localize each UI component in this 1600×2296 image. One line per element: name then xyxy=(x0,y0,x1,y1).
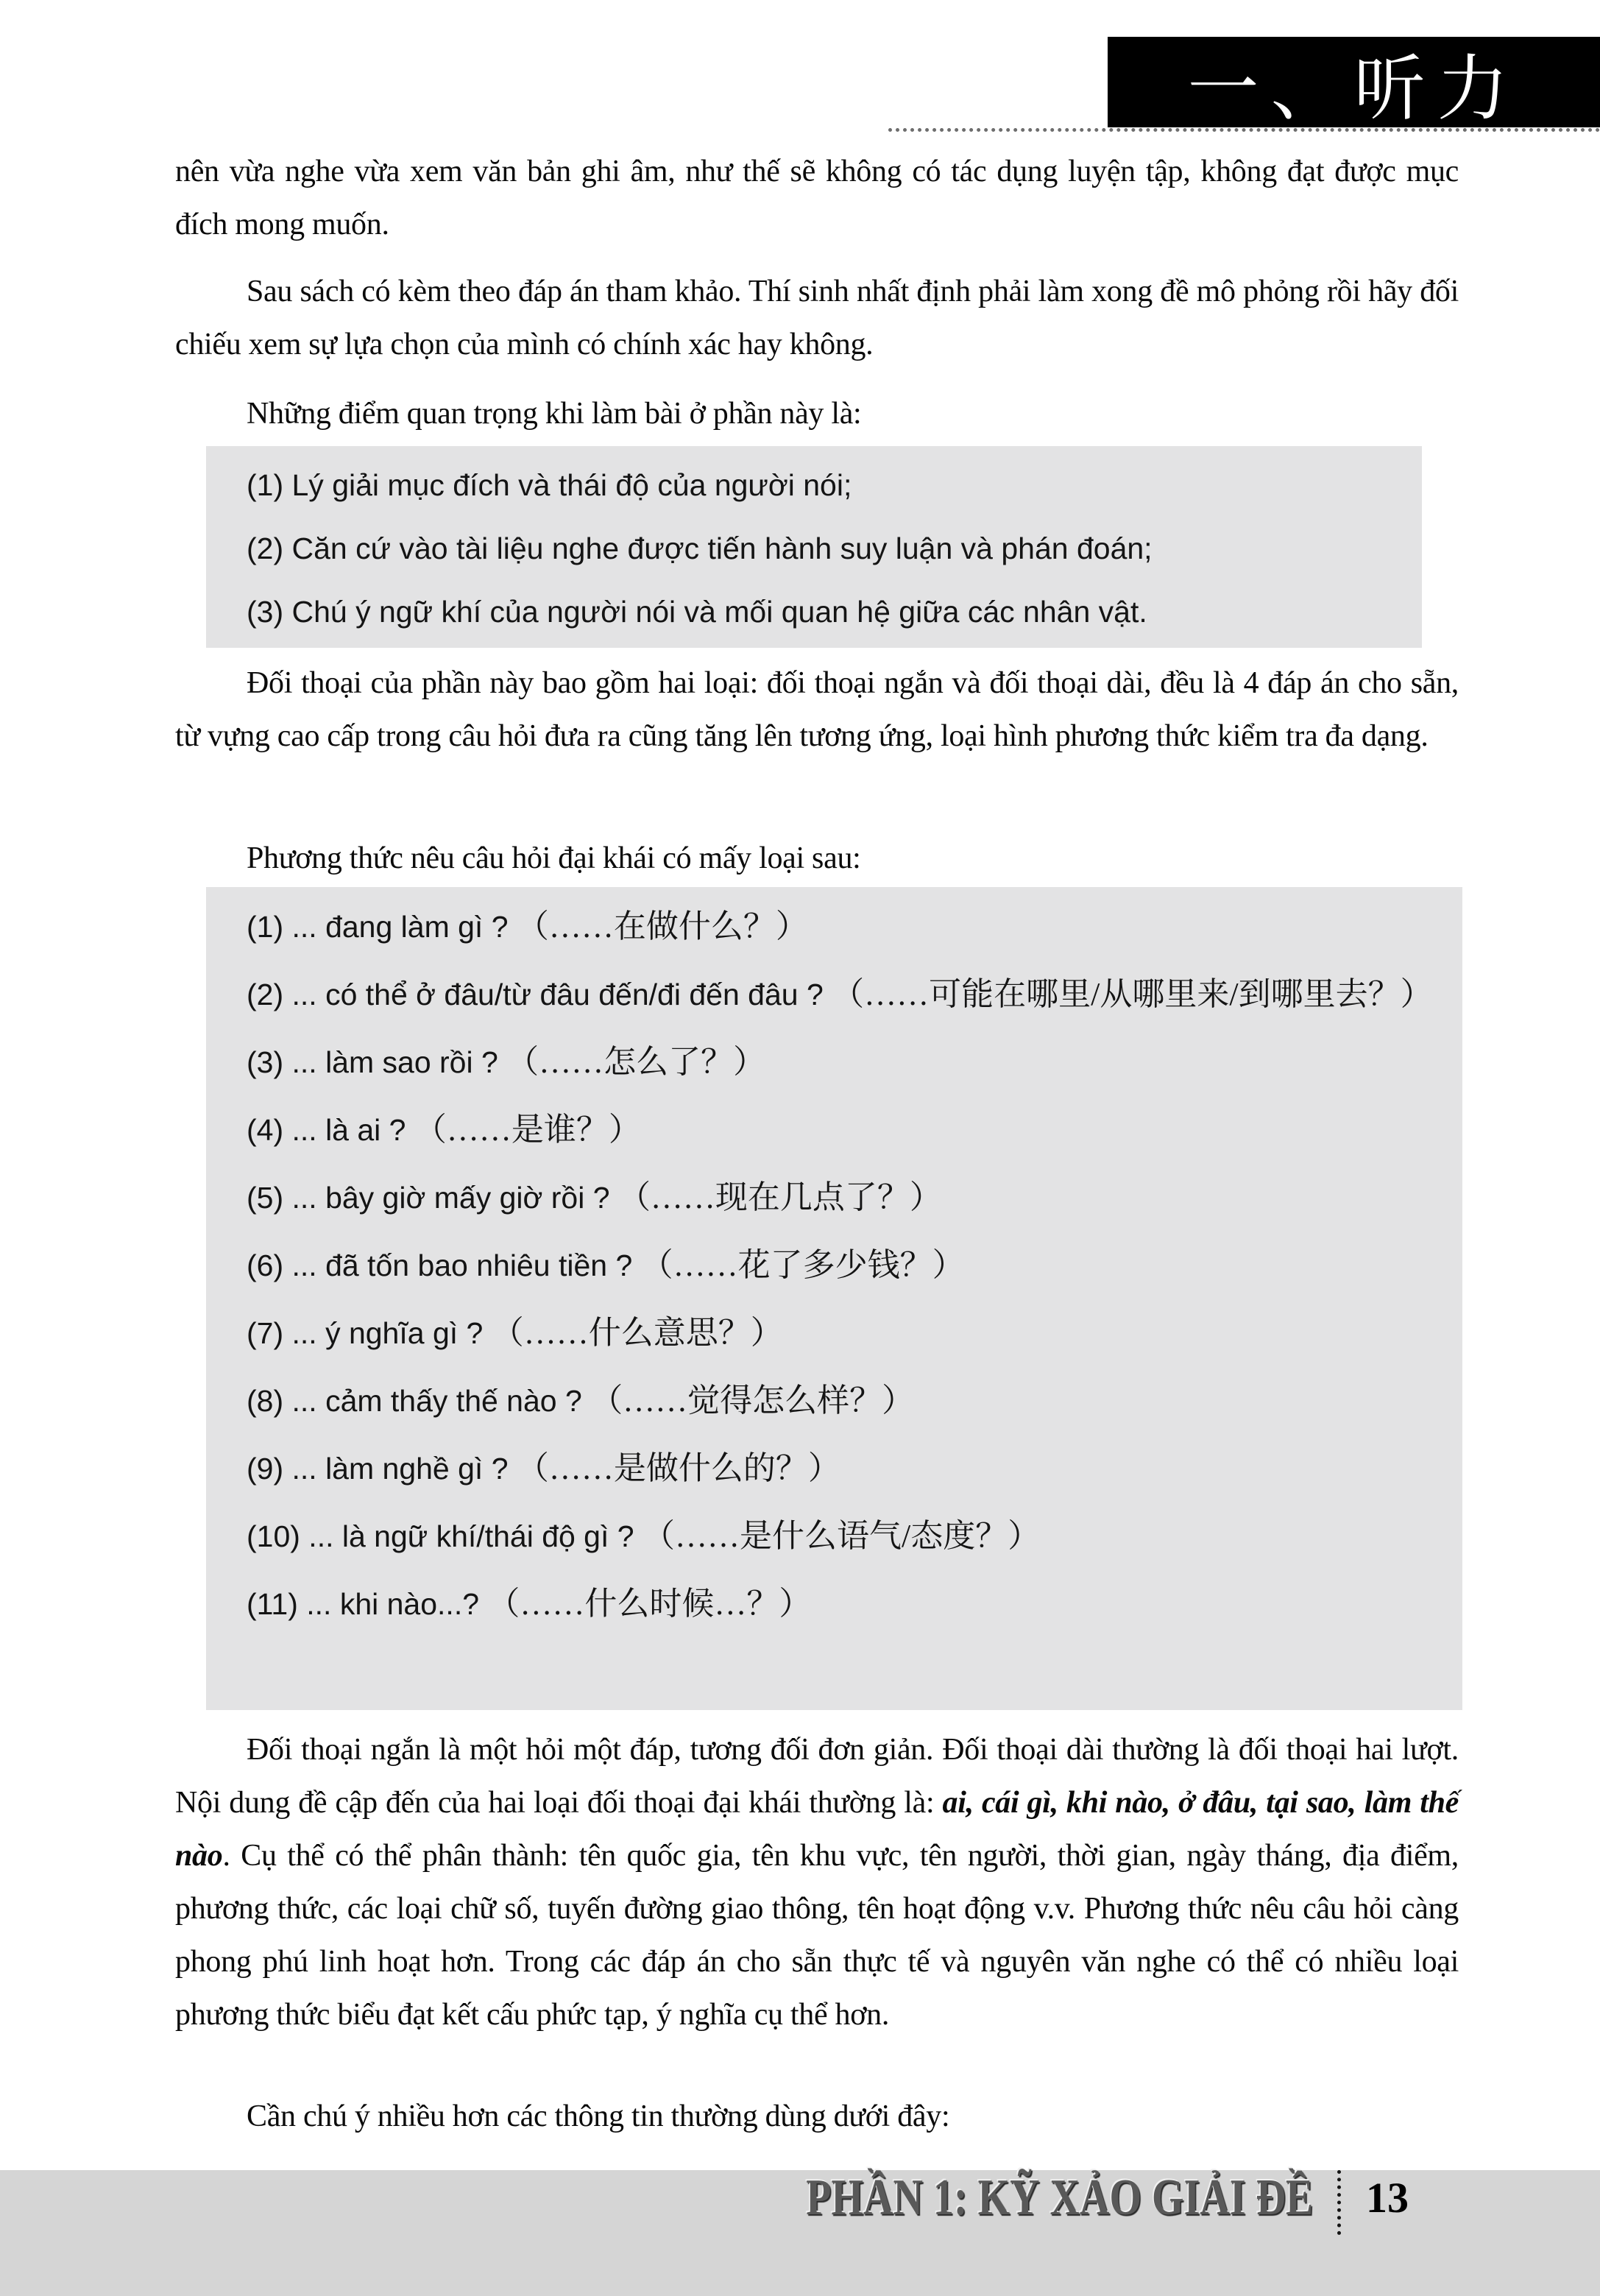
question-chinese: （……花了多少钱？） xyxy=(640,1247,965,1283)
paragraph-common-info-intro: Cần chú ý nhiều hơn các thông tin thường dùng dưới đây: xyxy=(247,2099,950,2133)
question-vietnamese: (11) ... khi nào...? xyxy=(247,1587,488,1621)
question-vietnamese: (7) ... ý nghĩa gì ? xyxy=(247,1316,492,1350)
paragraph-answer-key: Sau sách có kèm theo đáp án tham khảo. Thí sinh nhất định phải làm xong đề mô phỏng rồi hãy đối chiếu xem sự lựa chọn của mình có chính xác hay không. xyxy=(175,275,1459,361)
question-vietnamese: (2) ... có thể ở đâu/từ đâu đến/đi đến đâu ? xyxy=(247,978,832,1011)
paragraph-bold-italic-segment: ai, cái gì, khi nào, ở đâu, tại sao, làm thế nào xyxy=(175,1786,1459,1873)
paragraph-segment: Đối thoại ngắn là một hỏi một đáp, tương đối đơn giản. Đối thoại dài thường là đối thoại hai lượt. Nội dung đề cập đến của hai loại đối thoại đại khái thường là: xyxy=(175,1733,1459,1820)
paragraph-dialogue-types: Đối thoại của phần này bao gồm hai loại: đối thoại ngắn và đối thoại dài, đều là 4 đáp án cho sẵn, từ vựng cao cấp trong câu hỏi đưa ra cũng tăng lên tương ứng, loại hình phương thức kiểm tra đa dạng. xyxy=(175,666,1459,753)
key-point-item: (1) Lý giải mục đích và thái độ của người nói; xyxy=(247,468,852,502)
question-chinese: （……是什么语气/态度？） xyxy=(642,1518,1041,1554)
question-type-item xyxy=(247,893,1451,961)
page-number: 13 xyxy=(1366,2174,1409,2222)
question-type-item xyxy=(247,1435,1451,1502)
question-chinese: （……在做什么？） xyxy=(516,908,808,944)
footer-dotted-divider xyxy=(1337,2170,1341,2235)
key-point-item: (3) Chú ý ngữ khí của người nói và mối quan hệ giữa các nhân vật. xyxy=(247,595,1147,629)
footer-band xyxy=(0,2170,1600,2296)
question-vietnamese: (6) ... đã tốn bao nhiêu tiền ? xyxy=(247,1248,641,1282)
paragraph-question-methods-intro: Phương thức nêu câu hỏi đại khái có mấy loại sau: xyxy=(247,841,861,875)
paragraph-dialogue-content xyxy=(175,1723,1459,2041)
question-vietnamese: (5) ... bây giờ mấy giờ rồi ? xyxy=(247,1181,618,1215)
question-type-item xyxy=(247,1028,1451,1096)
question-chinese: （……是做什么的？） xyxy=(516,1450,840,1486)
question-chinese: （……怎么了？） xyxy=(506,1044,766,1080)
question-vietnamese: (4) ... là ai ? xyxy=(247,1113,414,1147)
footer-section-label: PHẦN 1: KỸ XẢO GIẢI ĐỀ xyxy=(805,2169,1313,2226)
question-vietnamese: (8) ... cảm thấy thế nào ? xyxy=(247,1384,591,1418)
question-type-item xyxy=(247,1096,1451,1164)
question-chinese: （……可能在哪里/从哪里来/到哪里去？） xyxy=(832,976,1433,1012)
paragraph-key-points-intro: Những điểm quan trọng khi làm bài ở phần này là: xyxy=(247,397,862,431)
question-type-item xyxy=(247,961,1451,1028)
question-type-item xyxy=(247,1367,1451,1435)
question-type-item xyxy=(247,1232,1451,1299)
question-chinese: （……什么意思？） xyxy=(491,1315,783,1351)
paragraph-segment: . Cụ thể có thể phân thành: tên quốc gia, tên khu vực, tên người, thời gian, ngày tháng, địa điểm, phương thức, các loại chữ số, tuyến đường giao thông, tên hoạt động v.v. Phương thức nêu câu hỏi càng phong phú linh hoạt hơn. Trong các đáp án cho sẵn thực tế và nguyên văn nghe có thể có nhiều loại phương thức biểu đạt kết cấu phức tạp, ý nghĩa cụ thể hơn. xyxy=(175,1839,1459,2032)
question-vietnamese: (9) ... làm nghề gì ? xyxy=(247,1452,517,1486)
question-chinese: （……是谁？） xyxy=(414,1112,641,1148)
chapter-header-bar xyxy=(1108,37,1600,127)
question-chinese: （……什么时候…？） xyxy=(487,1586,812,1622)
chapter-title: 一、听力 xyxy=(1187,49,1521,129)
question-type-item xyxy=(247,1164,1451,1232)
question-type-item xyxy=(247,1299,1451,1367)
question-chinese: （……现在几点了？） xyxy=(617,1179,942,1215)
question-vietnamese: (3) ... làm sao rồi ? xyxy=(247,1045,507,1079)
key-points-box xyxy=(206,446,1422,648)
header-dotted-rule xyxy=(888,128,1600,132)
paragraph-continuation: nên vừa nghe vừa xem văn bản ghi âm, như thế sẽ không có tác dụng luyện tập, không đạt được mục đích mong muốn. xyxy=(175,155,1459,241)
key-point-item: (2) Căn cứ vào tài liệu nghe được tiến hành suy luận và phán đoán; xyxy=(247,531,1153,565)
question-vietnamese: (10) ... là ngữ khí/thái độ gì ? xyxy=(247,1519,643,1553)
question-type-item xyxy=(247,1502,1451,1570)
question-type-item xyxy=(247,1570,1451,1638)
question-chinese: （……觉得怎么样？） xyxy=(590,1382,915,1419)
question-types-box xyxy=(206,887,1462,1710)
question-vietnamese: (1) ... đang làm gì ? xyxy=(247,910,517,944)
